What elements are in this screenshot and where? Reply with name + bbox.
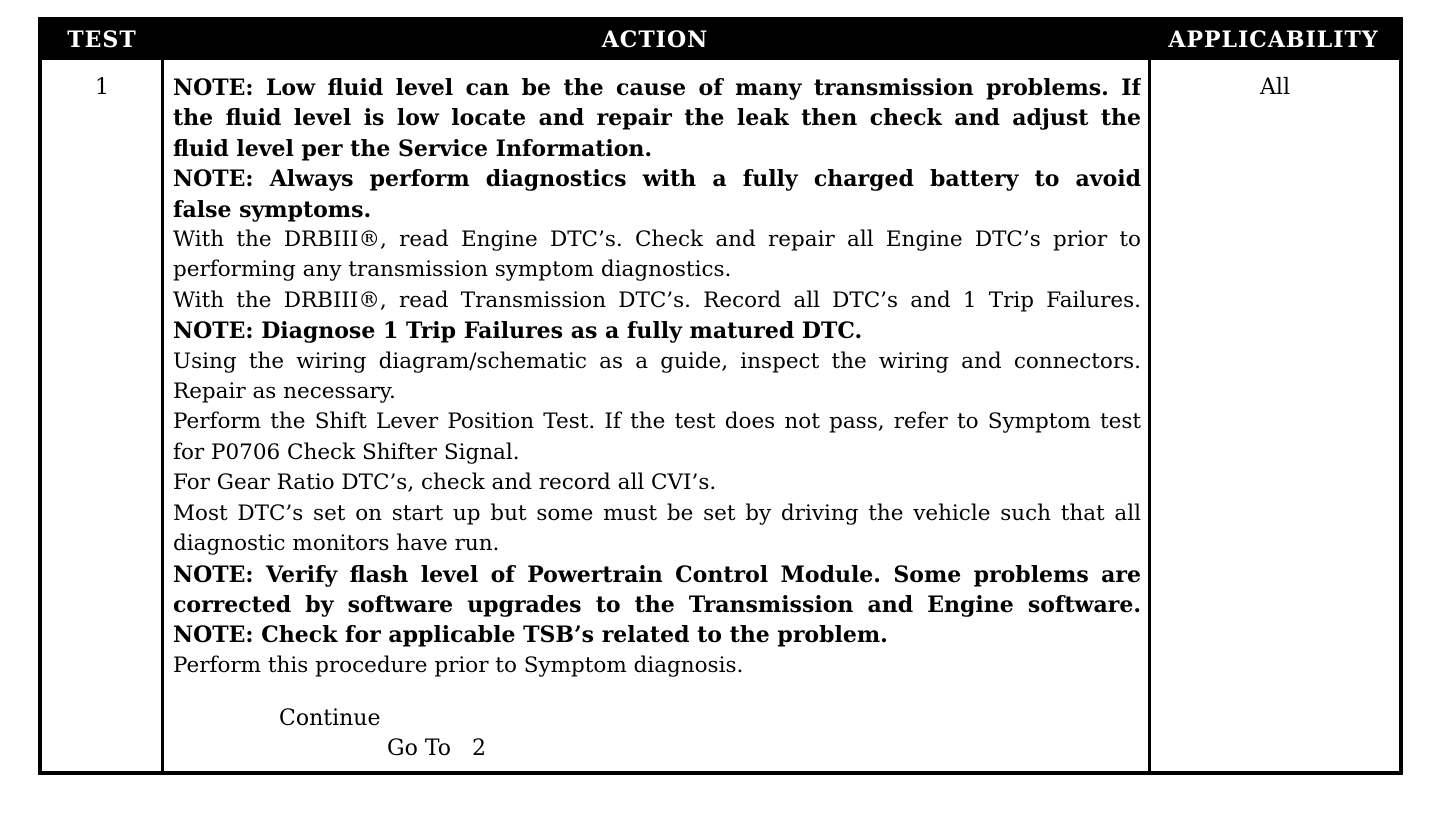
goto-instruction: [387, 734, 486, 764]
action-line: NOTE: Low fluid level can be the cause of many transmission problems. If: [173, 75, 1141, 101]
action-line: the fluid level is low locate and repair the leak then check and adjust the: [173, 105, 1141, 132]
applicability-value: All: [1260, 75, 1290, 100]
action-text: [173, 73, 1141, 681]
action-line: diagnostic monitors have run.: [173, 531, 500, 557]
action-line: for P0706 Check Shifter Signal.: [173, 439, 520, 465]
action-line: performing any transmission symptom diagnostics.: [173, 257, 732, 283]
test-number: 1: [95, 75, 109, 100]
action-line: Most DTC’s set on start up but some must be set by driving the vehicle such that all: [173, 500, 1141, 526]
action-line: Perform the Shift Lever Position Test. If the test does not pass, refer to Symptom test: [173, 409, 1141, 435]
action-line: Perform this procedure prior to Symptom diagnosis.: [173, 652, 744, 678]
action-line: Using the wiring diagram/schematic as a guide, inspect the wiring and connectors.: [173, 348, 1141, 374]
continue-label: Continue: [279, 706, 381, 731]
header-test: TEST: [67, 27, 137, 53]
column-divider-test-action: [161, 60, 164, 771]
action-line: With the DRBIII®, read Engine DTC’s. Check and repair all Engine DTC’s prior to: [173, 227, 1141, 253]
action-line: corrected by software upgrades to the Transmission and Engine software.: [173, 591, 1141, 618]
goto-target: 2: [472, 736, 487, 761]
action-line: For Gear Ratio DTC’s, check and record all CVI’s.: [173, 470, 717, 496]
action-line: NOTE: Verify flash level of Powertrain Control Module. Some problems are: [173, 561, 1141, 588]
action-line: false symptoms.: [173, 196, 372, 223]
action-line: NOTE: Check for applicable TSB’s related to the problem.: [173, 622, 888, 649]
goto-label: Go To: [387, 736, 452, 761]
header-applicability: APPLICABILITY: [1168, 27, 1379, 53]
action-line: With the DRBIII®, read Transmission DTC’s. Record all DTC’s and 1 Trip Failures.: [173, 287, 1141, 313]
diagnostic-table: [38, 17, 1403, 775]
action-line: fluid level per the Service Information.: [173, 135, 653, 162]
table-header-row: [42, 21, 1399, 60]
action-line: Repair as necessary.: [173, 379, 396, 405]
action-line: NOTE: Diagnose 1 Trip Failures as a fully matured DTC.: [173, 318, 863, 345]
action-line: NOTE: Always perform diagnostics with a fully charged battery to avoid: [173, 166, 1141, 193]
header-action: ACTION: [601, 27, 709, 53]
column-divider-action-applicability: [1148, 60, 1151, 771]
